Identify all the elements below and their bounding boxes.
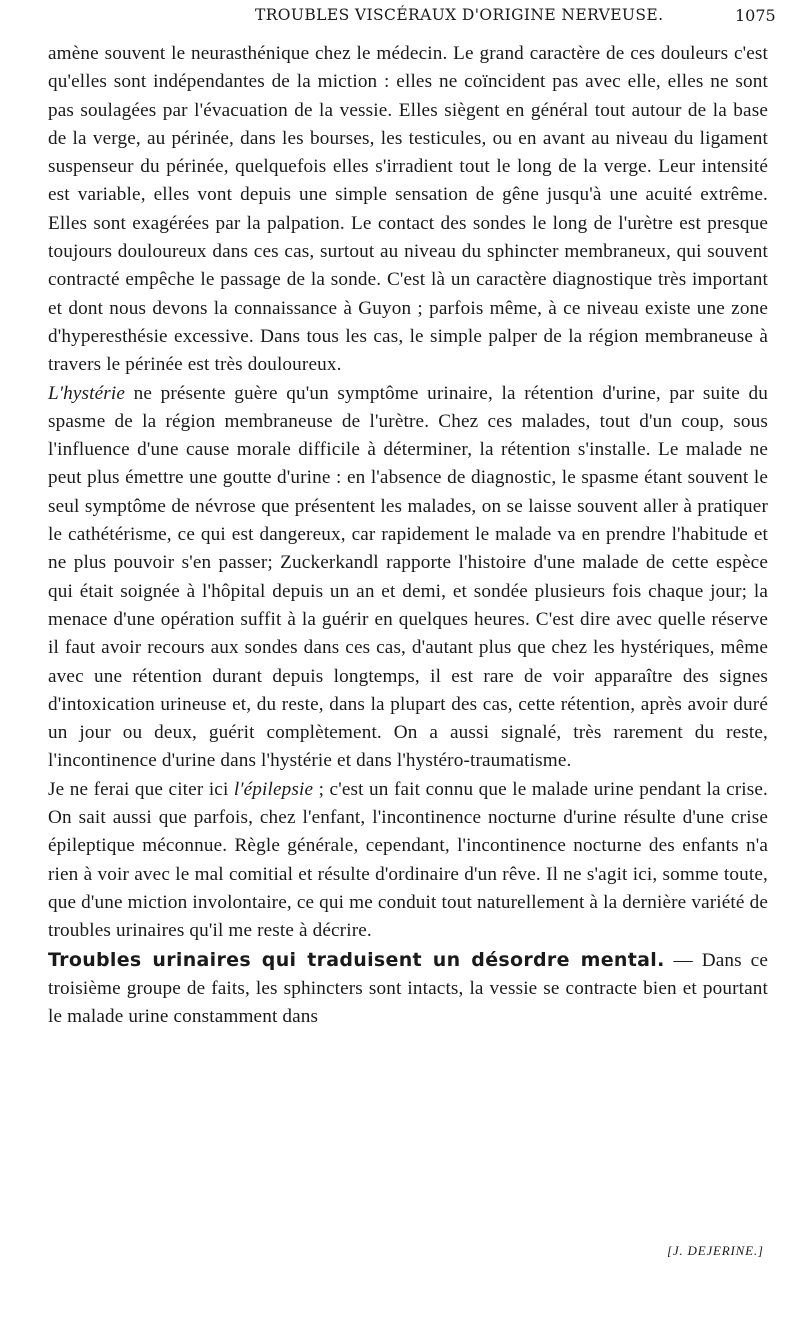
paragraph-text: — Dans ce troisième groupe de faits, les sphincters sont intacts, la vessie se contracte bien et pourtant le malade urine constamment dans (48, 949, 768, 1028)
section-heading: Troubles urinaires qui traduisent un désordre mental. (48, 948, 665, 971)
footer-signature: [J. DEJERINE.] (667, 1243, 764, 1258)
paragraph-epilepsy (48, 776, 768, 946)
paragraph-hysteria (48, 380, 768, 776)
page-header (0, 4, 800, 32)
page-number: 1075 (735, 6, 776, 25)
term-hysteria: L'hystérie (48, 382, 126, 404)
body-text (48, 40, 768, 1031)
term-epilepsy: l'épilepsie (233, 778, 314, 800)
paragraph-text: ne présente guère qu'un symptôme urinaire, la rétention d'urine, par suite du spasme de la région membraneuse de l'urètre. Chez ces malades, tout d'un coup, sous l'influence d'une cause morale difficile à déterminer, la rétention s'installe. Le malade ne peut plus émettre une goutte d'urine : en l'absence de diagnostic, le spasme étant souvent le seul symptôme de névrose que présentent les malades, on se laisse souvent aller à pratiquer le cathétérisme, ce qui est dangereux, car rapidement le malade va en prendre l'habitude et ne plus pouvoir s'en passer; Zuckerkandl rapporte l'histoire d'une malade de cette espèce qui était soignée à l'hôpital depuis un an et demi, et sondée plusieurs fois chaque jour; la menace d'une opération suffit à la guérir en quelques heures. C'est dire avec quelle réserve il faut avoir recours aux sondes dans ces cas, d'autant plus que chez les hystériques, même avec une rétention durant depuis longtemps, il est rare de voir apparaître des signes d'intoxication urineuse et, du reste, dans la plupart des cas, cette rétention, après avoir duré un jour ou deux, guérit complètement. On a aussi signalé, très rarement du reste, l'incontinence d'urine dans l'hystérie et dans l'hystéro-traumatisme. (48, 382, 768, 772)
paragraph-text: ; c'est un fait connu que le malade urine pendant la crise. On sait aussi que parfois, chez l'enfant, l'incontinence nocturne d'urine résulte d'une crise épileptique méconnue. Règle générale, cependant, l'incontinence nocturne des enfants n'a rien à voir avec le mal comitial et résulte d'ordinaire d'un rêve. Il ne s'agit ici, somme toute, que d'une miction involontaire, ce qui me conduit tout naturellement à la dernière variété de troubles urinaires qu'il me reste à décrire. (48, 778, 768, 942)
paragraph-neurasthenia (48, 40, 768, 380)
paragraph-mental-disorder (48, 946, 768, 1032)
paragraph-text: amène souvent le neurasthénique chez le médecin. Le grand caractère de ces douleurs c'est qu'elles sont indépendantes de la miction : elles ne coïncident pas avec elle, elles ne sont pas soulagées par l'évacuation de la vessie. Elles siègent en général tout autour de la base de la verge, au périnée, dans les bourses, les testicules, ou en avant au niveau du ligament suspenseur du périnée, quelquefois elles s'irradient tout le long de la verge. Leur intensité est variable, elles vont depuis une simple sensation de gêne jusqu'à une acuité extrême. Elles sont exagérées par la palpation. Le contact des sondes le long de l'urètre est presque toujours douloureux dans ces cas, surtout au niveau du sphincter membraneux, qui souvent contracté empêche le passage de la sonde. C'est là un caractère diagnostique très important et dont nous devons la connaissance à Guyon ; parfois même, à ce niveau existe une zone d'hyperesthésie excessive. Dans tous les cas, le simple palper de la région membraneuse à travers le périnée est très douloureux. (48, 43, 768, 376)
running-title: TROUBLES VISCÉRAUX D'ORIGINE NERVEUSE. (255, 6, 664, 24)
paragraph-lead: Je ne ferai que citer ici (48, 778, 234, 800)
